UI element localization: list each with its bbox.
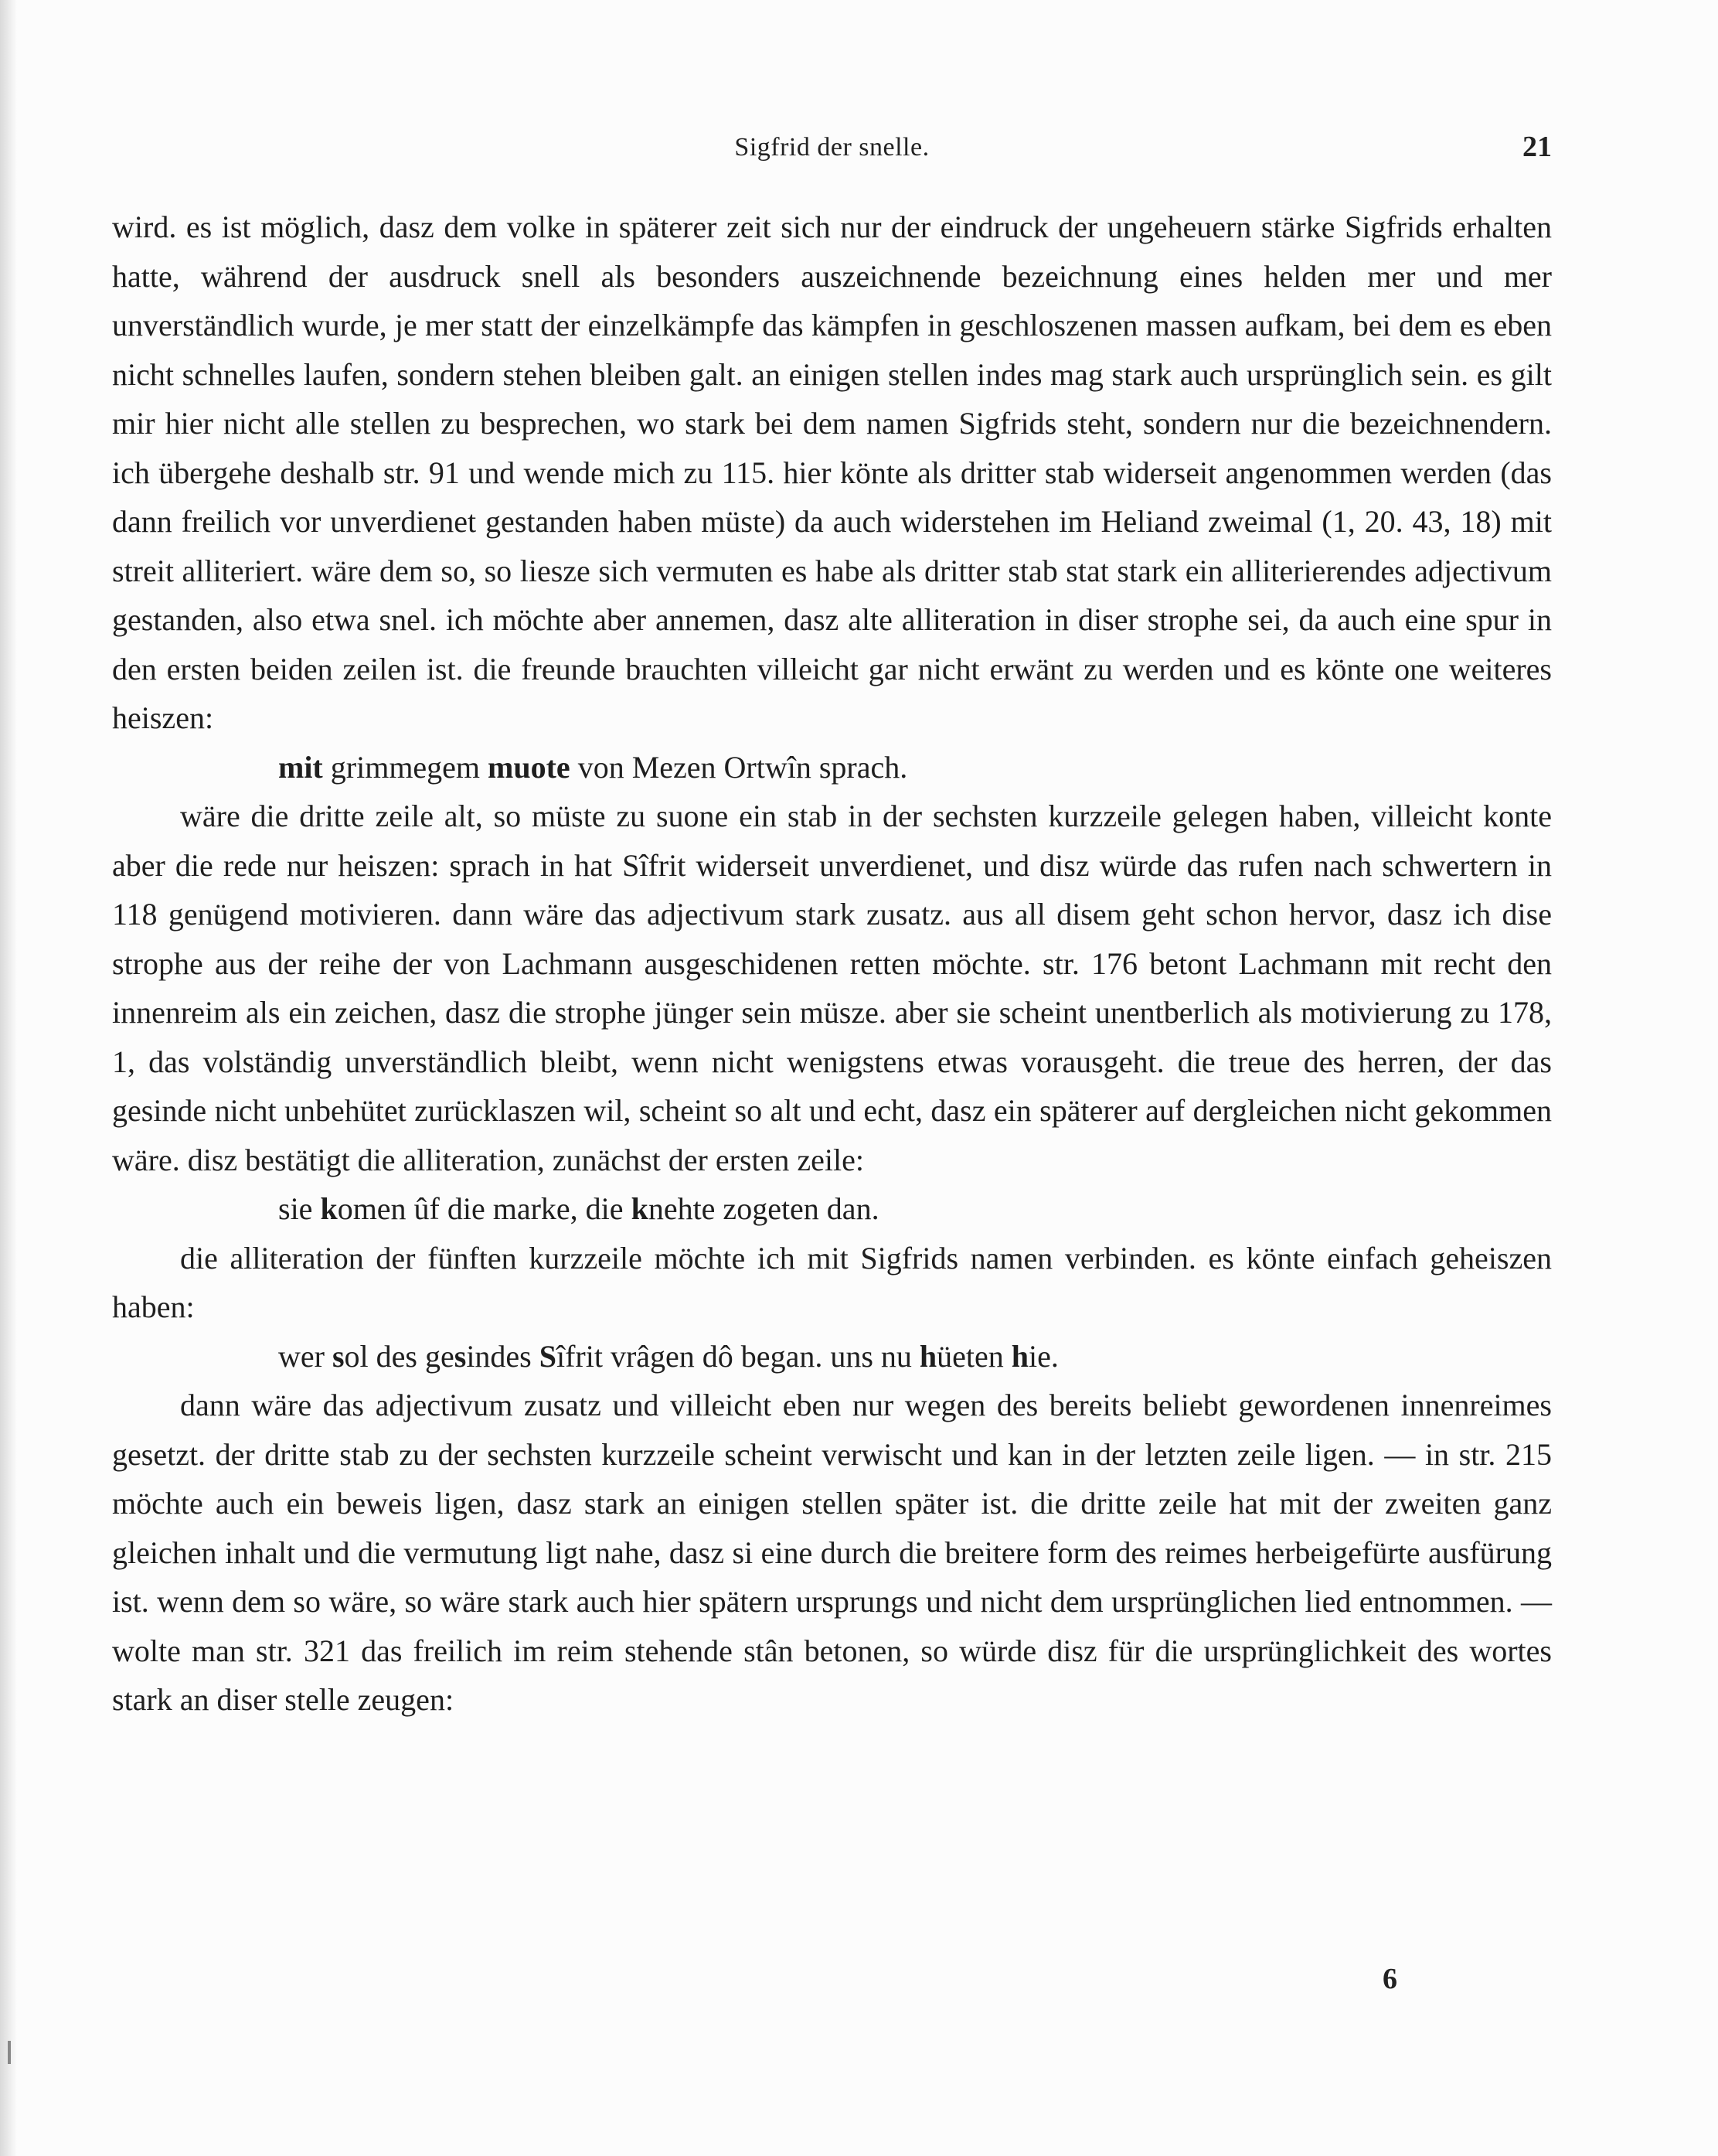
verse-word: ie. bbox=[1029, 1338, 1059, 1374]
verse-word: üeten bbox=[937, 1338, 1012, 1374]
running-title: Sigfrid der snelle. bbox=[734, 133, 930, 162]
verse-word: sie bbox=[278, 1191, 321, 1226]
signature-mark: 6 bbox=[1383, 1963, 1397, 1995]
verse-word: mit bbox=[278, 749, 323, 785]
verse-word: indes bbox=[466, 1338, 539, 1374]
alliteration-letter: s bbox=[332, 1338, 345, 1374]
verse-word: ol des ge bbox=[344, 1338, 454, 1374]
verse-line-1 bbox=[112, 743, 1552, 792]
paragraph-3: die alliteration der fünften kurzzeile möchte ich mit Sigfrids namen verbinden. es könte einfach geheiszen haben: bbox=[112, 1240, 1552, 1324]
verse-word: wer bbox=[278, 1338, 332, 1374]
page-number: 21 bbox=[1522, 131, 1552, 163]
body-text bbox=[112, 203, 1552, 1725]
verse-word: von Mezen Ortwîn sprach. bbox=[570, 749, 908, 785]
verse-line-3 bbox=[112, 1332, 1552, 1381]
paragraph-4: dann wäre das adjectivum zusatz und villeicht eben nur wegen des bereits beliebt gewordenen innenreimes gesetzt. der dritte stab zu der sechsten kurzzeile scheint verwischt und kan in der letzten zeile ligen. — in str. 215 möchte auch ein beweis ligen, dasz stark an einigen stellen später ist. die dritte zeile hat mit der zweiten ganz gleichen inhalt und die vermutung ligt nahe, dasz si eine durch die breitere form des reimes herbeigefürte ausfürung ist. wenn dem so wäre, so wäre stark auch hier spätern ursprungs und nicht dem ursprünglichen lied entnommen. — wolte man str. 321 das freilich im reim stehende stân betonen, so würde disz für die ursprünglichkeit des wortes stark an diser stelle zeugen: bbox=[112, 1388, 1552, 1717]
scan-artifact bbox=[8, 2041, 11, 2064]
alliteration-letter: s bbox=[454, 1338, 467, 1374]
paragraph-1: wird. es ist möglich, dasz dem volke in späterer zeit sich nur der eindruck der ungeheuern stärke Sigfrids erhalten hatte, während der ausdruck snell als besonders auszeichnende bezeichnung eines helden mer und mer unverständlich wurde, je mer statt der einzelkämpfe das kämpfen in geschloszenen massen aufkam, bei dem es eben nicht schnelles laufen, sondern stehen bleiben galt. an einigen stellen indes mag stark auch ursprünglich sein. es gilt mir hier nicht alle stellen zu besprechen, wo stark bei dem namen Sigfrids steht, sondern nur die bezeichnendern. ich übergehe deshalb str. 91 und wende mich zu 115. hier könte als dritter stab widerseit angenommen werden (das dann freilich vor unverdienet gestanden haben müste) da auch widerstehen im Heliand zweimal (1, 20. 43, 18) mit streit alliteriert. wäre dem so, so liesze sich vermuten es habe als dritter stab stat stark ein alliterierendes adjectivum gestanden, also etwa snel. ich möchte aber annemen, dasz alte alliteration in diser strophe sei, da auch eine spur in den ersten beiden zeilen ist. die freunde brauchten villeicht gar nicht erwänt zu werden und es könte one weiteres heiszen: bbox=[112, 209, 1552, 735]
paragraph-2: wäre die dritte zeile alt, so müste zu suone ein stab in der sechsten kurzzeile gelegen haben, villeicht konte aber die rede nur heiszen: sprach in hat Sîfrit widerseit unverdienet, und disz würde das rufen nach schwertern in 118 genügend motivieren. dann wäre das adjectivum stark zusatz. aus all disem geht schon hervor, dasz ich dise strophe aus der reihe der von Lachmann ausgeschidenen retten möchte. str. 176 betont Lachmann mit recht den innenreim als ein zeichen, dasz die strophe jünger sein müsze. aber sie scheint unentberlich als motivierung zu 178, 1, das volständig unverständlich bleibt, wenn nicht wenigstens etwas vorausgeht. die treue des herren, der das gesinde nicht unbehütet zurücklaszen wil, scheint so alt und echt, dasz ein späterer auf dergleichen nicht gekommen wäre. disz bestätigt die alliteration, zunächst der ersten zeile: bbox=[112, 799, 1552, 1177]
verse-word: muote bbox=[488, 749, 570, 785]
verse-word: îfrit vrâgen dô began. uns nu bbox=[556, 1338, 920, 1374]
verse-word: grimmegem bbox=[322, 749, 488, 785]
alliteration-letter: k bbox=[320, 1191, 338, 1226]
alliteration-letter: k bbox=[631, 1191, 648, 1226]
alliteration-letter: S bbox=[539, 1338, 556, 1374]
alliteration-letter: h bbox=[1011, 1338, 1029, 1374]
verse-line-2 bbox=[112, 1184, 1552, 1234]
verse-word: nehte zogeten dan. bbox=[648, 1191, 879, 1226]
running-head bbox=[112, 133, 1552, 179]
alliteration-letter: h bbox=[919, 1338, 937, 1374]
verse-word: omen ûf die marke, die bbox=[337, 1191, 631, 1226]
